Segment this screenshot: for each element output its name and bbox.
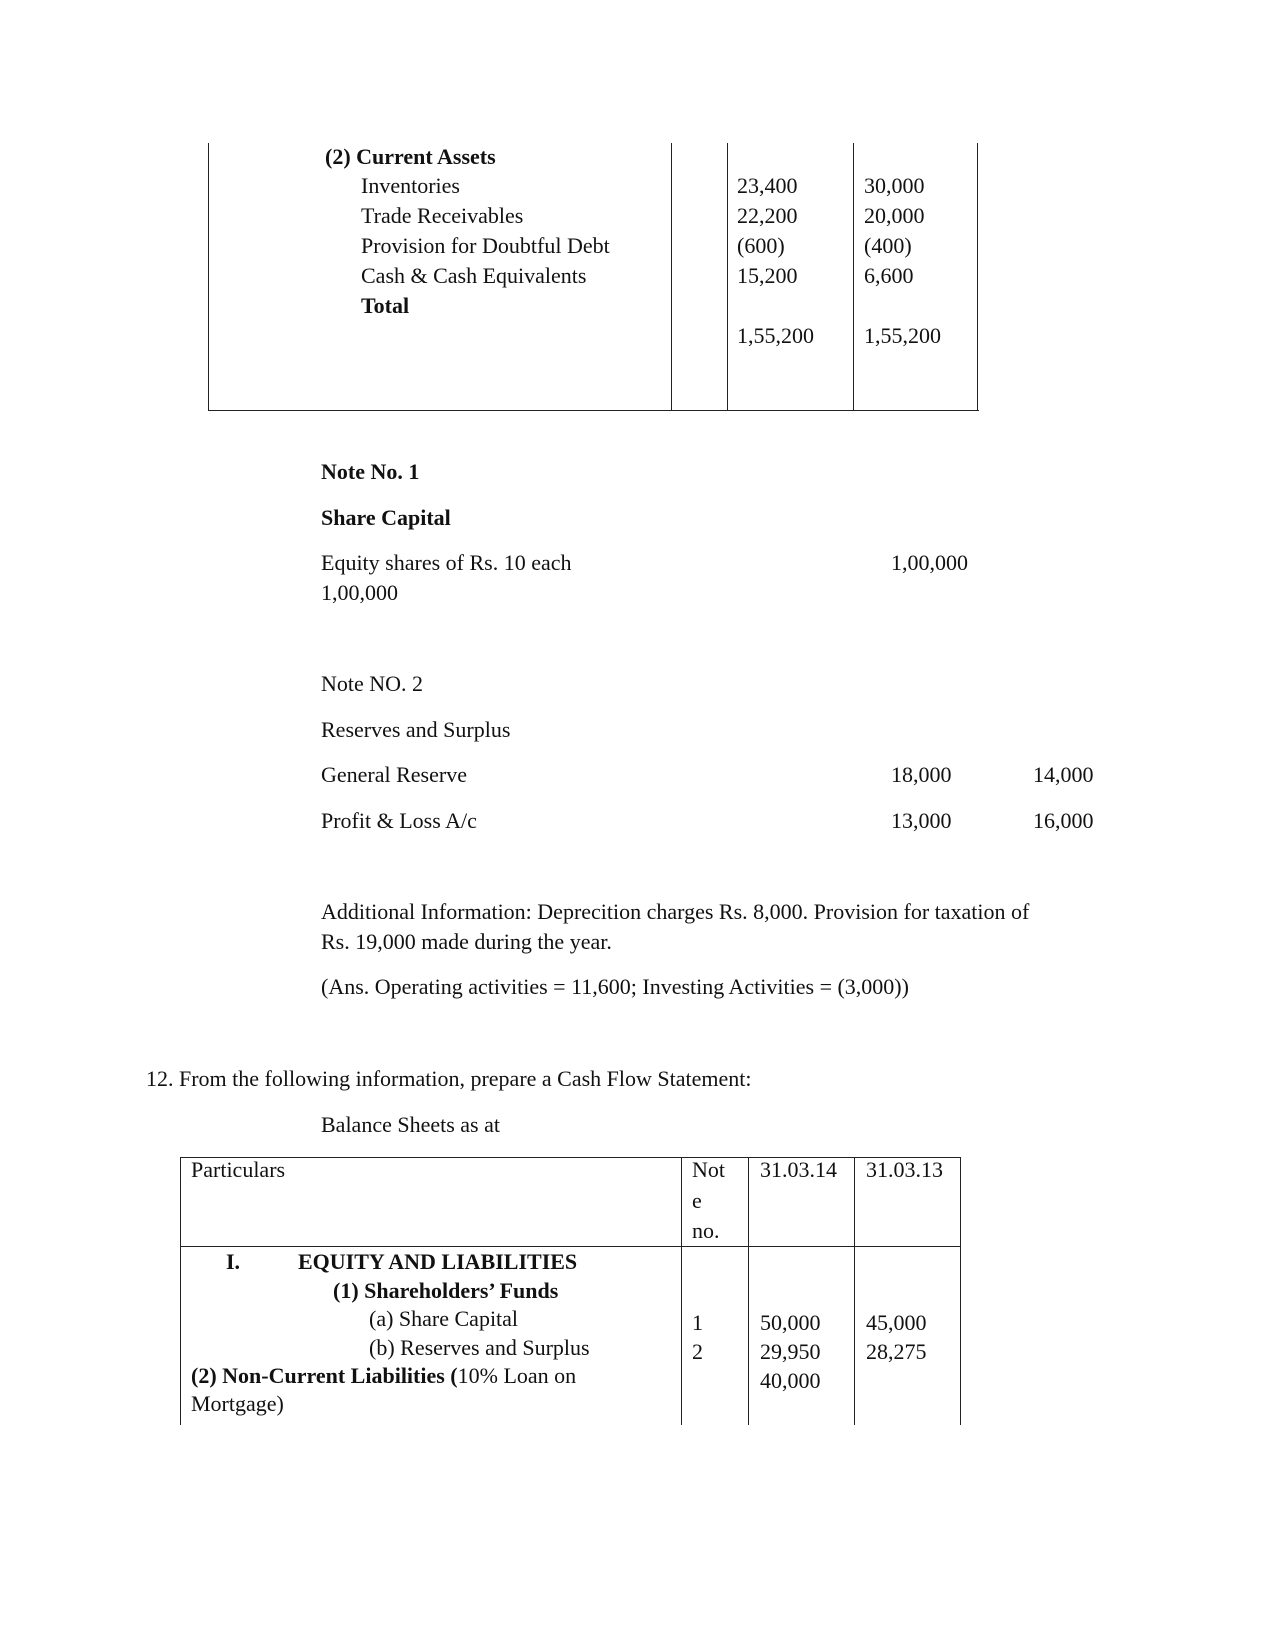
- note-2-previous-value: 16,000: [1033, 808, 1094, 833]
- note-1-subtitle: Share Capital: [321, 505, 451, 530]
- note-2-row-label: Profit & Loss A/c: [321, 808, 477, 833]
- total-previous-value: 1,55,200: [864, 323, 941, 348]
- previous-year-value: 28,275: [866, 1339, 927, 1364]
- shareholders-funds-heading: (1) Shareholders’ Funds: [333, 1278, 559, 1303]
- note-1-value: 1,00,000: [891, 550, 968, 575]
- additional-info-line2: Rs. 19,000 made during the year.: [321, 929, 612, 954]
- note-1-line2: 1,00,000: [321, 580, 398, 605]
- current-year-value: 50,000: [760, 1310, 821, 1335]
- header-particulars: Particulars: [191, 1157, 286, 1182]
- table-border-bottom: [208, 410, 979, 411]
- additional-info-line1: Additional Information: Deprecition charges Rs. 8,000. Provision for taxation of: [321, 899, 1030, 924]
- current-year-value: 22,200: [737, 203, 798, 228]
- table-border-right: [977, 143, 978, 411]
- current-year-value: 15,200: [737, 263, 798, 288]
- row-label: Provision for Doubtful Debt: [361, 233, 610, 258]
- note-number: 2: [692, 1339, 703, 1364]
- header-date-current: 31.03.14: [760, 1157, 837, 1182]
- table-border-left: [208, 143, 209, 411]
- current-year-value: 23,400: [737, 173, 798, 198]
- non-current-liabilities-line2: Mortgage): [191, 1391, 284, 1416]
- note-2-row-label: General Reserve: [321, 762, 467, 787]
- equity-liabilities-heading: EQUITY AND LIABILITIES: [298, 1249, 578, 1274]
- note-2-subtitle: Reserves and Surplus: [321, 717, 511, 742]
- note-2-title: Note NO. 2: [321, 671, 424, 696]
- previous-year-value: 20,000: [864, 203, 925, 228]
- note-2-current-value: 18,000: [891, 762, 952, 787]
- table-border-col2: [727, 143, 728, 411]
- non-current-liabilities-rest: 10% Loan on: [457, 1363, 577, 1388]
- note-2-previous-value: 14,000: [1033, 762, 1094, 787]
- non-current-liabilities-bold: (2) Non-Current Liabilities (: [191, 1363, 458, 1388]
- current-year-value: 40,000: [760, 1368, 821, 1393]
- note-1-line1: Equity shares of Rs. 10 each: [321, 550, 572, 575]
- table-border-right: [960, 1157, 961, 1425]
- row-label: Cash & Cash Equivalents: [361, 263, 587, 288]
- previous-year-value: 45,000: [866, 1310, 927, 1335]
- previous-year-value: 6,600: [864, 263, 914, 288]
- reserves-surplus-label: (b) Reserves and Surplus: [369, 1335, 590, 1360]
- note-2-current-value: 13,000: [891, 808, 952, 833]
- current-year-value: 29,950: [760, 1339, 821, 1364]
- header-note-no: no.: [692, 1218, 720, 1243]
- row-label: Inventories: [361, 173, 460, 198]
- table-border-left: [180, 1157, 181, 1425]
- total-current-value: 1,55,200: [737, 323, 814, 348]
- header-date-previous: 31.03.13: [866, 1157, 943, 1182]
- answer-text: (Ans. Operating activities = 11,600; Investing Activities = (3,000)): [321, 974, 909, 999]
- table-border-col1: [671, 143, 672, 411]
- note-1-title: Note No. 1: [321, 459, 420, 484]
- roman-numeral: I.: [226, 1249, 241, 1274]
- previous-year-value: 30,000: [864, 173, 925, 198]
- table-border-top: [180, 1157, 961, 1158]
- row-label: Trade Receivables: [361, 203, 524, 228]
- table-border-col1: [681, 1157, 682, 1425]
- balance-sheets-subheading: Balance Sheets as at: [321, 1112, 500, 1137]
- share-capital-label: (a) Share Capital: [369, 1306, 519, 1331]
- question-12-text: 12. From the following information, prepare a Cash Flow Statement:: [146, 1066, 752, 1091]
- table-border-col3: [854, 1157, 855, 1425]
- header-note-no: e: [692, 1188, 702, 1213]
- previous-year-value: (400): [864, 233, 912, 258]
- total-label: Total: [361, 293, 410, 318]
- table-border-col2: [748, 1157, 749, 1425]
- note-number: 1: [692, 1310, 703, 1335]
- header-note-no: Not: [692, 1157, 725, 1182]
- table-border-col3: [853, 143, 854, 411]
- current-year-value: (600): [737, 233, 785, 258]
- current-assets-heading: (2) Current Assets: [325, 144, 496, 169]
- non-current-liabilities-label: [191, 1361, 576, 1391]
